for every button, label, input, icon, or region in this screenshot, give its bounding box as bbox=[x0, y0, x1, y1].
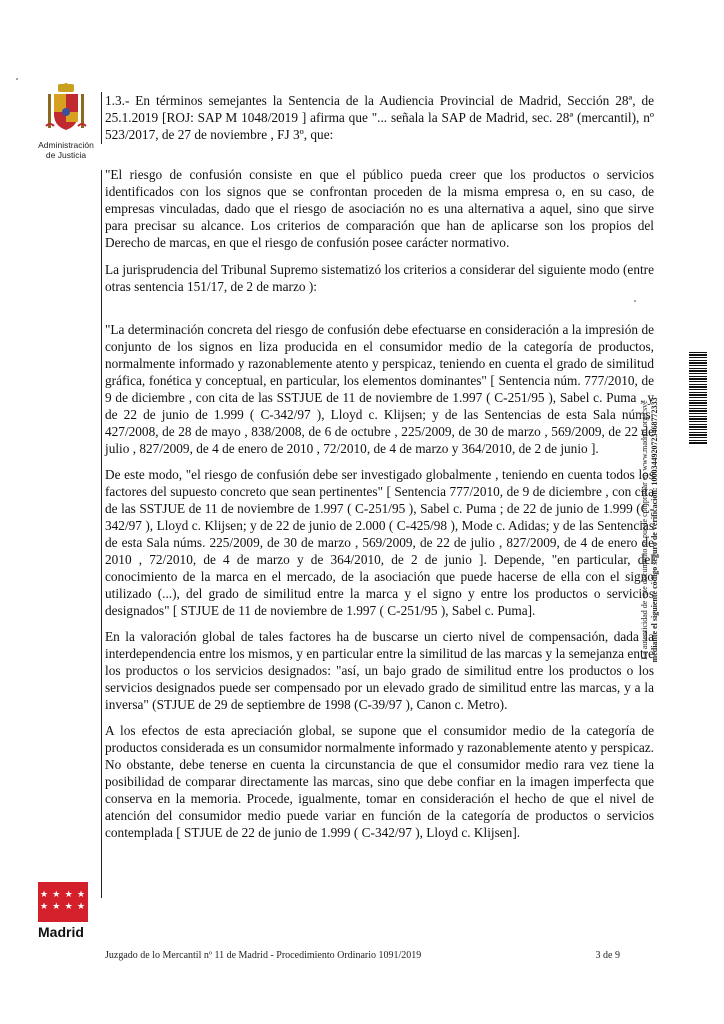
margin-rule bbox=[101, 478, 102, 898]
paragraph: 1.3.- En términos semejantes la Sentencia de la Audiencia Provincial de Madrid, Sección 28ª, de 25.1.2019 [ROJ: SAP M 1048/2019 ] afirma que "... señala la SAP de Madrid, sec. 28ª (mercantil), nº 523/2017, de 27 de noviembre , FJ 3º, que: bbox=[105, 93, 654, 142]
paragraph: "La determinación concreta del riesgo de confusión debe efectuarse en consideración a la impresión de conjunto de los signos en liza producida en el consumidor medio de la categoría de productos, normalmente informado y razonablemente atento y perspicaz, teniendo en cuenta el grado de similitud gráfica, fonética y conceptual, en particular, los elementos dominantes" [ Sentencia núm. 777/2010, de 9 de diciembre , con cita de las SSTJUE de 11 de noviembre de 1.997 ( C-251/95 ), Sabel c. Puma , y de 22 de junio de 1.999 ( C-342/97 ), Lloyd c. Klijsen; y de las Sentencias de esta Sala núms. 427/2008, de 28 de mayo , 838/2008, de 6 de octubre , 225/2009, de 30 de marzo , 569/2009, de 22 de julio , 827/2009, de 4 de enero de 2010 , 72/2010, de 4 de marzo y 364/2010, de 2 de junio ]. bbox=[105, 322, 654, 456]
scan-speck bbox=[16, 78, 18, 80]
org-name-line1: Administración bbox=[38, 140, 94, 150]
madrid-flag-icon bbox=[38, 882, 88, 922]
barcode-icon bbox=[689, 352, 707, 444]
paragraph: De este modo, "el riesgo de confusión debe ser investigado globalmente , teniendo en cuenta todos los factores del supuesto concreto que sean pertinentes" [ Sentencia 777/2010, de 9 de diciembre , con cita de las SSTJUE de 11 de noviembre de 1.997 ( C-251/95 ), Sabel c. Puma ; de 22 de junio de 1.999 (C-342/97 ), Lloyd c. Klijsen; y de 22 de junio de 2.000 ( C-425/98 ), Mode c. Adidas; y de las Sentencias de esta Sala núms. 225/2009, de 30 de marzo , 569/2009, de 22 de julio , 827/2009, de 4 de enero de 2010 , 72/2010, de 4 de marzo y de 364/2010, de 2 de junio ]. Depende, "en particular, del conocimiento de la marca en el mercado, de la asociación que puede hacerse de ella con el signo utilizado (...), del grado de similitud entre la marca y el signo y entre los productos o servicios designados" [ STJUE de 11 de noviembre de 1.997 ( C-251/95 ), Sabel c. Puma]. bbox=[105, 467, 654, 618]
scan-speck bbox=[634, 300, 636, 302]
verification-line2: mediante el siguiente código seguro de verificación: 1000344920723468772333 bbox=[650, 397, 659, 663]
page-footer bbox=[105, 950, 620, 962]
madrid-logo bbox=[38, 882, 90, 940]
coat-of-arms-icon bbox=[44, 82, 88, 138]
justice-logo bbox=[36, 82, 96, 160]
page-number: 3 de 9 bbox=[595, 950, 620, 961]
stars-row-top: ★ ★ ★ ★ bbox=[39, 889, 87, 899]
paragraph: En la valoración global de tales factores ha de buscarse un cierto nivel de compensación, dada la interdependencia entre los mismos, y en particular entre la similitud de las marcas y la semejanza entre los productos o los servicios designados: "así, un bajo grado de similitud entre los productos o los servicios designados puede ser compensado por un elevado grado de similitud entre las marcas, y a la inversa" (STJUE de 29 de septiembre de 1998 (C-39/97 ), Canon c. Metro). bbox=[105, 629, 654, 712]
margin-rule bbox=[101, 92, 102, 144]
margin-rule bbox=[101, 170, 102, 490]
footer-court-reference: Juzgado de lo Mercantil nº 11 de Madrid - Procedimiento Ordinario 1091/2019 bbox=[105, 950, 422, 961]
paragraph: "El riesgo de confusión consiste en que el público pueda creer que los productos o servicios identificados con los signos que se confrontan proceden de la misma empresa o, en su caso, de empresas vinculadas, dado que el riesgo de asociación no es una alternativa a aquel, sino que sirve para precisar su alcance. Los criterios de comparación que han de aplicarse son los propios del Derecho de marcas, en que el riesgo de confusión posee carácter normativo. bbox=[105, 167, 654, 250]
org-name-line2: de Justicia bbox=[45, 150, 87, 160]
stars-row-bottom: ★ ★ ★ ★ bbox=[39, 901, 87, 911]
paragraph: A los efectos de esta apreciación global, se supone que el consumidor medio de la categoría de productos considerada es un consumidor normalmente informado y razonablemente atento y perspicaz. No obstante, debe tenerse en cuenta la circunstancia de que el consumidor medio rara vez tiene la posibilidad de comparar directamente las marcas, sino que debe confiar en la imagen imperfecta que conserva en la memoria. Procede, igualmente, tomar en consideración el hecho de que el nivel de atención del consumidor medio puede variar en función de la categoría de productos o servicios contemplada [ STJUE de 22 de junio de 1.999 ( C-342/97 ), Lloyd c. Klijsen]. bbox=[105, 723, 654, 840]
verification-line1: La autenticidad de este documento se puede comprobar en www.madrid.org/csve bbox=[640, 400, 649, 660]
paragraph: La jurisprudencia del Tribunal Supremo sistematizó los criterios a considerar del siguiente modo (entre otras sentencia 151/17, de 2 de marzo ): bbox=[105, 262, 654, 294]
document-body bbox=[105, 92, 654, 841]
org-name bbox=[36, 140, 96, 160]
verification-note bbox=[640, 350, 668, 710]
madrid-label: Madrid bbox=[38, 924, 84, 940]
